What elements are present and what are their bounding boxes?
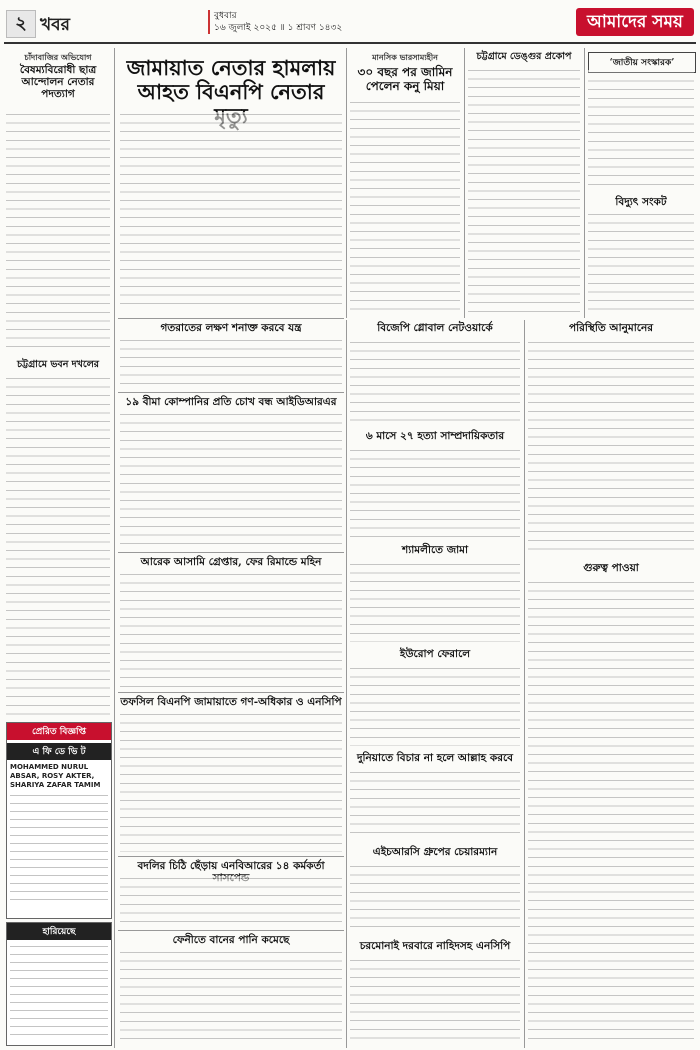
right-box-title: ‘জাতীয় সংস্কারক’ [588, 52, 696, 73]
mid-body-1 [468, 68, 580, 316]
lead-headline: জামায়াত নেতার হামলায় আহত বিএনপি নেতার [126, 55, 336, 105]
mid-body-5 [350, 666, 520, 746]
section-rule [118, 318, 344, 319]
page-number: ২ [6, 10, 36, 38]
col1-headline: বৈষম্যবিরোধী ছাত্র আন্দোলন নেতার পদত্যাগ [19, 64, 97, 101]
kanu-body [350, 100, 460, 310]
mid-headline-4: শ্যামলীতে জামা [401, 544, 469, 556]
band-body-1 [120, 412, 342, 547]
band-headline-4: বদলির চিঠি ছেঁড়ায় এনবিআরের ১৪ কর্মকর্তা [137, 860, 325, 872]
band-body-4 [120, 876, 342, 926]
kanu-kicker: মানসিক ভারসাম্যহীন [372, 52, 438, 62]
section-rule [118, 692, 344, 693]
right-headline-2: বিদ্যুৎ সংকট [615, 196, 667, 208]
lead-sub-headline: গতরাতের লক্ষণ শনাক্ত করবে যন্ত্র [160, 322, 302, 334]
newspaper-logo: আমাদের সময় [576, 8, 694, 36]
notice-ad [6, 722, 112, 919]
right-body-1 [588, 70, 694, 190]
masthead-rule [4, 42, 696, 44]
section-rule [118, 856, 344, 857]
mid-headline-5: ইউরোপ ফেরালে [399, 648, 471, 660]
issue-date-text: ১৬ জুলাই ২০২৫ ॥ ১ শ্রাবণ ১৪৩২ [214, 23, 343, 33]
right-body-4 [528, 580, 694, 1044]
col1-body [6, 112, 110, 352]
band-headline-3: তফসিল বিএনপি জামায়াতে গণ-অধিকার ও এনসিপি [120, 696, 342, 708]
issue-date [208, 10, 342, 34]
mid-headline-7: এইচআরসি গ্রুপের চেয়ারম্যান [372, 846, 498, 858]
column-divider [346, 320, 347, 1048]
notice-ad-names: MOHAMMED NURUL ABSAR, ROSY AKTER, SHARIYA ZAFAR TAMIM [10, 763, 101, 789]
issue-day: বুধবার [214, 11, 237, 21]
band-headline-2: আরেক আসামি গ্রেপ্তার, ফের রিমান্ডে মহিন [140, 556, 322, 568]
band-body-5 [120, 950, 342, 1044]
mid-body-3 [350, 448, 520, 538]
mid-headline-6: দুনিয়াতে বিচার না হলে আল্লাহ করবে [356, 752, 514, 764]
lost-ad [6, 922, 112, 1046]
mid-body-4 [350, 562, 520, 642]
mid-body-6 [350, 770, 520, 840]
band-headline-1: ১৯ বীমা কোম্পানির প্রতি চোখ বন্ধ আইডিআরএর [125, 396, 337, 408]
right-headline-4: গুরুত্ব পাওয়া [583, 562, 639, 574]
band-headline-5: ফেনীতে বানের পানি কমেছে [172, 934, 290, 946]
right-headline-3: পরিস্থিতি আনুমানের [568, 322, 654, 334]
notice-ad-subtitle: এ ফি ডে ভি ট [7, 743, 111, 760]
col1-kicker: চাঁদাবাজির অভিযোগ [24, 52, 92, 62]
section-rule [118, 552, 344, 553]
col1-second-headline: চট্টগ্রামে ভবন দখলের [16, 359, 100, 370]
section-name: খবর [40, 15, 70, 35]
mid-body-7 [350, 864, 520, 934]
sub-body [120, 338, 342, 388]
column-divider [584, 48, 585, 318]
column-divider [524, 320, 525, 1048]
mid-body-2 [350, 340, 520, 425]
column-divider [346, 48, 347, 318]
right-body-2 [588, 212, 694, 312]
col1-body-2 [6, 376, 110, 716]
section-rule [118, 930, 344, 931]
section-rule [118, 392, 344, 393]
notice-ad-title: প্রেরিত বিজ্ঞপ্তি [7, 723, 111, 740]
mid-body-8 [350, 958, 520, 1044]
mid-headline-1: চট্টগ্রামে ডেঙ্গুর প্রকোপ [476, 51, 572, 62]
band-body-2 [120, 572, 342, 687]
mid-headline-8: চরমোনাই দরবারে নাহিদসহ এনসিপি [359, 940, 511, 952]
column-divider [114, 48, 115, 1048]
column-divider [464, 48, 465, 318]
mid-headline-3: ৬ মাসে ২৭ হত্যা সাম্প্রদায়িকতার [365, 430, 505, 442]
right-body-3 [528, 340, 694, 555]
mid-headline-2: বিজেপি গ্লোবাল নেটওয়ার্কে [377, 322, 493, 334]
band-body-3 [120, 712, 342, 852]
lost-ad-title: হারিয়েছে [7, 923, 111, 940]
lead-body [120, 112, 342, 307]
kanu-headline: ৩০ বছর পর জামিন পেলেন কনু মিয়া [357, 65, 453, 93]
